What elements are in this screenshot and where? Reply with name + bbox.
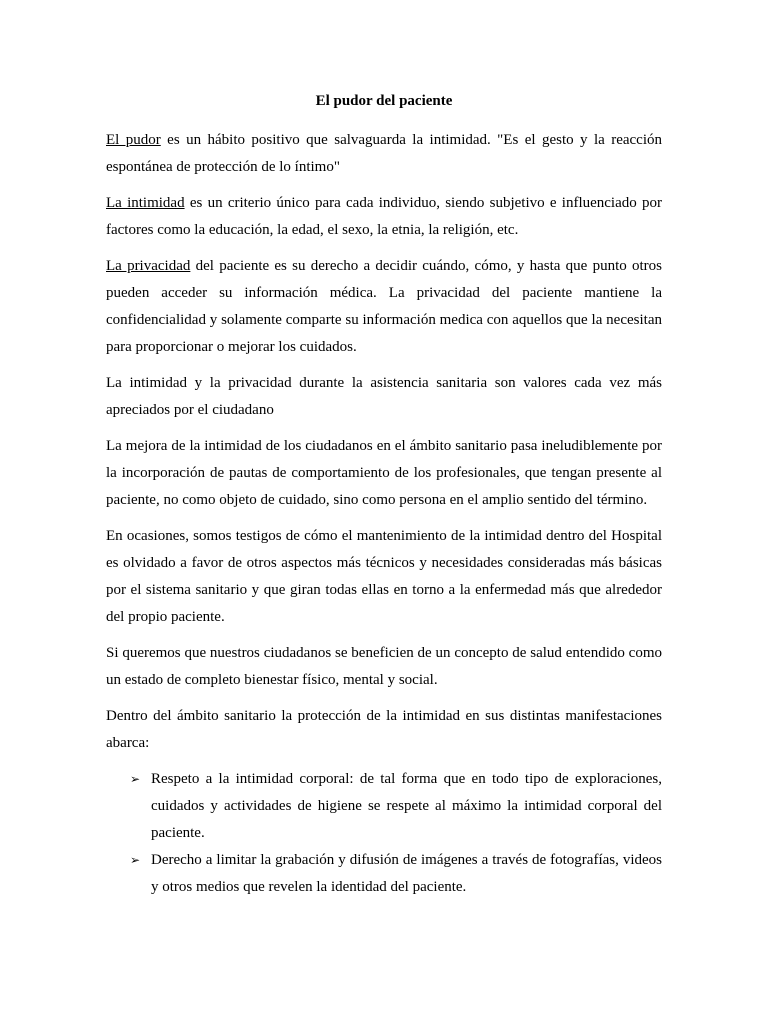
list-item	[130, 847, 662, 901]
paragraph-intimidad-text: es un criterio único para cada individuo, siendo subjetivo e influenciado por factores como la educación, la edad, el sexo, la etnia, la religión, etc.	[106, 195, 662, 238]
list-item	[130, 766, 662, 847]
paragraph-pudor-text: es un hábito positivo que salvaguarda la intimidad. "Es el gesto y la reacción espontánea de protección de lo íntimo"	[106, 132, 662, 175]
bullet-list	[106, 766, 662, 901]
term-intimidad: La intimidad	[106, 195, 185, 211]
paragraph-mejora: La mejora de la intimidad de los ciudadanos en el ámbito sanitario pasa ineludiblemente por la incorporación de pautas de comportamiento de los profesionales, que tengan presente al paciente, no como objeto de cuidado, sino como persona en el amplio sentido del término.	[106, 438, 662, 508]
paragraph-ciudadanos: Si queremos que nuestros ciudadanos se beneficien de un concepto de salud entendido como un estado de completo bienestar físico, mental y social.	[106, 645, 662, 688]
arrow-bullet-icon: ➢	[130, 772, 141, 786]
paragraph-ocasiones: En ocasiones, somos testigos de cómo el mantenimiento de la intimidad dentro del Hospital es olvidado a favor de otros aspectos más técnicos y necesidades consideradas más básicas por el sistema sanitario y que giran todas ellas en torno a la enfermedad más que alrededor del propio paciente.	[106, 528, 662, 625]
paragraph-intimidad	[106, 190, 662, 244]
paragraph-privacidad-text: del paciente es su derecho a decidir cuándo, cómo, y hasta que punto otros pueden acceder su información médica. La privacidad del paciente mantiene la confidencialidad y solamente comparte su información medica con aquellos que la necesitan para proporcionar o mejorar los cuidados.	[106, 258, 662, 355]
paragraph-valores: La intimidad y la privacidad durante la asistencia sanitaria son valores cada vez más apreciados por el ciudadano	[106, 375, 662, 418]
term-pudor: El pudor	[106, 132, 161, 148]
list-item-text: Derecho a limitar la grabación y difusión de imágenes a través de fotografías, videos y otros medios que revelen la identidad del paciente.	[151, 852, 662, 895]
paragraph-pudor	[106, 127, 662, 181]
list-item-text: Respeto a la intimidad corporal: de tal forma que en todo tipo de exploraciones, cuidados y actividades de higiene se respete al máximo la intimidad corporal del paciente.	[151, 771, 662, 841]
paragraph-privacidad	[106, 253, 662, 361]
arrow-bullet-icon: ➢	[130, 853, 141, 867]
term-privacidad: La privacidad	[106, 258, 191, 274]
paragraph-ambito: Dentro del ámbito sanitario la protección de la intimidad en sus distintas manifestaciones abarca:	[106, 708, 662, 751]
document-title: El pudor del paciente	[315, 93, 453, 109]
